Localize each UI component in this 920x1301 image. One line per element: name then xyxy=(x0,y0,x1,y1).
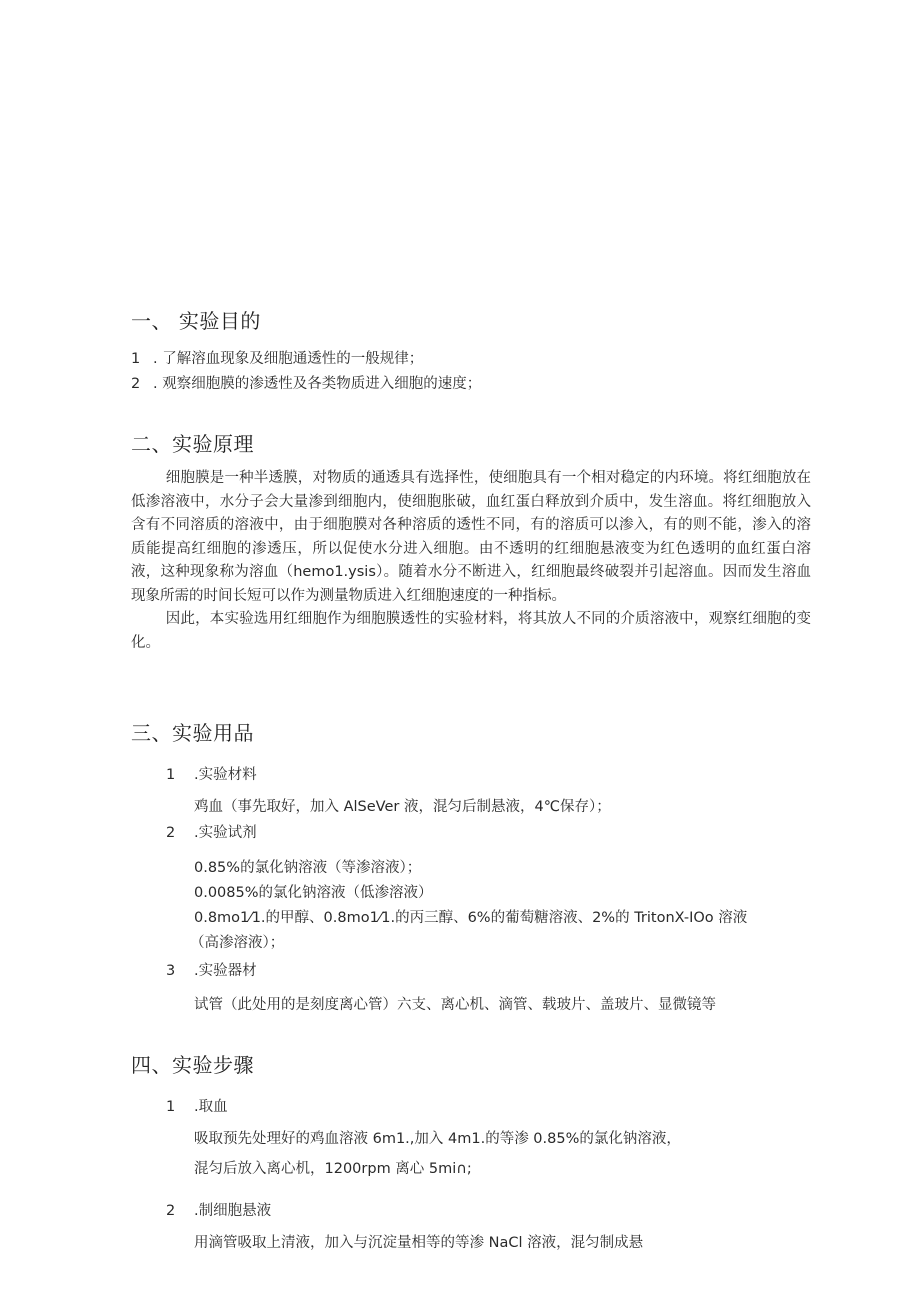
s4-step2-text: 用滴管吸取上清液，加入与沉淀量相等的等渗 NaCl 溶液，混匀制成悬 xyxy=(194,1235,644,1251)
s3-reagent-2: 0.0085%的氯化钠溶液（低渗溶液） xyxy=(194,885,433,901)
s4-item-2 xyxy=(166,1199,271,1220)
s2-paragraph-1: 细胞膜是一种半透膜，对物质的通透具有选择性，使细胞具有一个相对稳定的内环境。将红细胞放在低渗溶液中，水分子会大量渗到细胞内，使细胞胀破，血红蛋白释放到介质中，发生溶血。将红细胞放入含有不同溶质的溶液中，由于细胞膜对各种溶质的透性不同，有的溶质可以渗入，有的则不能，渗入的溶质能提高红细胞的渗透压，所以促使水分进入细胞。由不透明的红细胞悬液变为红色透明的血红蛋白溶液，这种现象称为溶血（hemo1.ysis）。随着水分不断进入，红细胞最终破裂并引起溶血。因而发生溶血现象所需的时间长短可以作为测量物质进入红细胞速度的一种指标。 xyxy=(131,470,811,604)
s3-item-3-num: 3 xyxy=(166,963,176,979)
s3-reagent-4: （高渗溶液）； xyxy=(190,935,285,951)
s1-item-1-text: . 了解溶血现象及细胞通透性的一般规律； xyxy=(153,351,424,367)
s1-item-1-num: 1 xyxy=(131,351,141,367)
s4-item-1-label: .取血 xyxy=(194,1099,228,1115)
s4-step1-line-2: 混匀后放入离心机，1200rpm 离心 5mi∩; xyxy=(194,1161,472,1177)
s4-step1-line-1: 吸取预先处理好的鸡血溶液 6m1.,加入 4m1.的等渗 0.85%的氯化钠溶液， xyxy=(194,1131,681,1147)
s4-item-2-label: .制细胞悬液 xyxy=(194,1203,272,1219)
s2-paragraph-2: 因此，本实验选用红细胞作为细胞膜透性的实验材料，将其放人不同的介质溶液中，观察红细胞的变化。 xyxy=(131,611,811,651)
s4-item-2-num: 2 xyxy=(166,1203,176,1219)
s3-item-3 xyxy=(166,959,257,980)
s3-item-1 xyxy=(166,763,257,784)
s3-item-2-num: 2 xyxy=(166,825,176,841)
s3-item-1-num: 1 xyxy=(166,767,176,783)
s1-item-2 xyxy=(131,372,481,393)
section-4-title: 四、实验步骤 xyxy=(131,1053,254,1077)
s3-equipment-text: 试管（此处用的是刻度离心管）六支、离心机、滴管、载玻片、盖玻片、显微镜等 xyxy=(194,997,716,1013)
s2-body xyxy=(131,467,811,655)
s3-item-1-label: .实验材料 xyxy=(194,767,257,783)
s1-item-2-text: . 观察细胞膜的渗透性及各类物质进入细胞的速度； xyxy=(153,376,482,392)
s3-reagent-1: 0.85%的氯化钠溶液（等渗溶液）； xyxy=(194,860,422,876)
s3-item-2-label: .实验试剂 xyxy=(194,825,257,841)
s3-item-3-label: .实验器材 xyxy=(194,963,257,979)
s4-item-1 xyxy=(166,1095,228,1116)
section-1-title: 一、 实验目的 xyxy=(131,309,261,333)
section-2-title: 二、实验原理 xyxy=(131,432,254,456)
section-3-title: 三、实验用品 xyxy=(131,721,254,745)
s3-item-2 xyxy=(166,821,257,842)
s1-item-2-num: 2 xyxy=(131,376,141,392)
s4-item-1-num: 1 xyxy=(166,1099,176,1115)
s1-item-1 xyxy=(131,347,423,368)
s3-material-text: 鸡血（事先取好，加入 AlSeVer 液，混匀后制悬液，4℃保存）； xyxy=(194,799,611,815)
s3-reagent-3: 0.8mo1⁄1.的甲醇、0.8mo1⁄1.的丙三醇、6%的葡萄糖溶液、2%的 TritonX-IOo 溶液 xyxy=(194,910,748,926)
